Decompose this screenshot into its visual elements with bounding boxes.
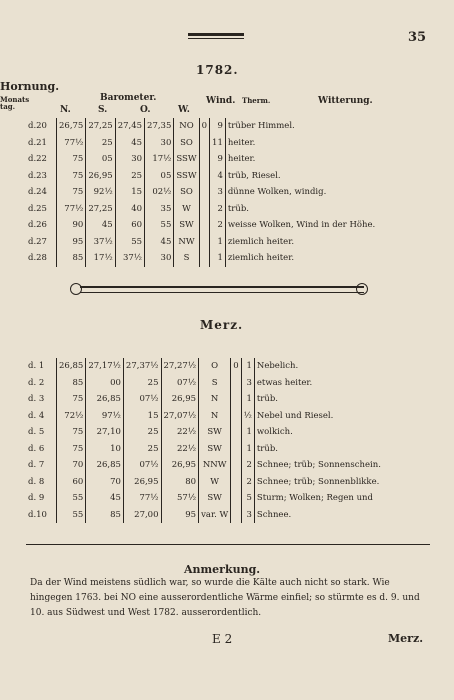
row-n: 90 xyxy=(57,217,86,234)
row-n: 55 xyxy=(57,507,86,524)
row-therm-sign xyxy=(231,441,241,458)
row-therm-sign xyxy=(199,135,209,152)
row-o: 60 xyxy=(115,217,144,234)
row-n: 75 xyxy=(57,168,86,185)
row-s: 17½ xyxy=(86,250,115,267)
row-weather: Schnee. xyxy=(254,507,383,524)
row-therm: 3 xyxy=(241,375,254,392)
row-therm: 1 xyxy=(241,358,254,375)
row-day: d. 4 xyxy=(28,410,45,421)
row-s: 26,95 xyxy=(86,168,115,185)
row-w: 30 xyxy=(145,250,174,267)
row-o: 25 xyxy=(123,424,161,441)
row-weather: heiter. xyxy=(225,135,377,152)
row-s: 27,17½ xyxy=(86,358,124,375)
header-witterung: Witterung. xyxy=(318,96,373,106)
row-n: 55 xyxy=(57,490,86,507)
table-row xyxy=(26,168,377,185)
row-weather: trüb, Riesel. xyxy=(225,168,377,185)
row-weather: ziemlich heiter. xyxy=(225,250,377,267)
row-n: 26,75 xyxy=(57,118,86,135)
row-day: d. 7 xyxy=(28,460,45,471)
row-therm: 1 xyxy=(210,234,226,251)
table-row xyxy=(26,184,377,201)
table-row xyxy=(26,424,383,441)
row-s: 05 xyxy=(86,151,115,168)
row-weather: etwas heiter. xyxy=(254,375,383,392)
row-wind: S xyxy=(174,250,199,267)
row-wind: W xyxy=(199,474,231,491)
row-s: 26,85 xyxy=(86,457,124,474)
row-day: d.27 xyxy=(28,236,47,247)
row-wind: NNW xyxy=(199,457,231,474)
row-o: 15 xyxy=(123,408,161,425)
table-row xyxy=(26,507,383,524)
header-n: N. xyxy=(60,105,71,115)
table-row xyxy=(26,490,383,507)
row-therm: 2 xyxy=(241,474,254,491)
anmerkung-title: Anmerkung. xyxy=(184,563,261,576)
hornung-table xyxy=(26,118,377,267)
row-therm-sign xyxy=(199,201,209,218)
row-o: 30 xyxy=(115,151,144,168)
row-s: 00 xyxy=(86,375,124,392)
row-w: 07½ xyxy=(161,375,199,392)
row-day: d.24 xyxy=(28,187,47,198)
row-therm-sign xyxy=(231,408,241,425)
top-rule-thin xyxy=(188,38,244,39)
row-therm-sign xyxy=(199,234,209,251)
row-s: 92½ xyxy=(86,184,115,201)
row-wind: SSW xyxy=(174,151,199,168)
row-therm: 1 xyxy=(241,441,254,458)
row-w: 02½ xyxy=(145,184,174,201)
row-o: 07½ xyxy=(123,391,161,408)
row-wind: SW xyxy=(199,424,231,441)
row-weather: Nebelich. xyxy=(254,358,383,375)
row-o: 07½ xyxy=(123,457,161,474)
row-therm: 2 xyxy=(241,457,254,474)
row-n: 85 xyxy=(57,250,86,267)
row-day: d.25 xyxy=(28,203,47,214)
row-wind: SW xyxy=(174,217,199,234)
ornament-end-left xyxy=(70,283,82,295)
row-s: 26,85 xyxy=(86,391,124,408)
row-day: d.10 xyxy=(28,509,47,520)
row-wind: N xyxy=(199,408,231,425)
row-day: d.23 xyxy=(28,170,47,181)
row-day: d.26 xyxy=(28,220,47,231)
row-therm-sign xyxy=(231,375,241,392)
row-w: 22½ xyxy=(161,441,199,458)
row-o: 55 xyxy=(115,234,144,251)
year-heading: 1782. xyxy=(196,63,239,77)
top-rule xyxy=(188,33,244,36)
row-n: 77½ xyxy=(57,201,86,218)
row-s: 45 xyxy=(86,490,124,507)
row-day: d. 9 xyxy=(28,493,45,504)
merz-title: Merz. xyxy=(200,318,244,332)
row-weather: trüb. xyxy=(254,391,383,408)
row-weather: heiter. xyxy=(225,151,377,168)
row-wind: W xyxy=(174,201,199,218)
table-row xyxy=(26,217,377,234)
row-therm-sign xyxy=(231,490,241,507)
row-w: 22½ xyxy=(161,424,199,441)
row-day: d.20 xyxy=(28,121,47,132)
header-therm: Therm. xyxy=(242,96,271,105)
row-therm-sign xyxy=(231,424,241,441)
row-day: d. 2 xyxy=(28,377,45,388)
row-weather: weisse Wolken, Wind in der Höhe. xyxy=(225,217,377,234)
row-therm: 2 xyxy=(210,201,226,218)
row-s: 37½ xyxy=(86,234,115,251)
row-n: 60 xyxy=(57,474,86,491)
row-day: d. 5 xyxy=(28,427,45,438)
row-s: 97½ xyxy=(86,408,124,425)
row-weather: Nebel und Riesel. xyxy=(254,408,383,425)
row-o: 15 xyxy=(115,184,144,201)
row-o: 40 xyxy=(115,201,144,218)
header-o: O. xyxy=(140,105,151,115)
row-wind: var. W xyxy=(199,507,231,524)
row-therm-sign xyxy=(231,457,241,474)
row-therm-sign xyxy=(199,217,209,234)
table-row xyxy=(26,441,383,458)
row-wind: SO xyxy=(174,184,199,201)
row-therm: 11 xyxy=(210,135,226,152)
row-therm-sign xyxy=(199,151,209,168)
row-therm: 3 xyxy=(210,184,226,201)
table-row xyxy=(26,201,377,218)
row-s: 10 xyxy=(86,441,124,458)
row-w: 45 xyxy=(145,234,174,251)
row-day: d.21 xyxy=(28,137,47,148)
row-therm-sign: 0 xyxy=(231,358,241,375)
row-n: 95 xyxy=(57,234,86,251)
table-row xyxy=(26,234,377,251)
row-weather: wolkich. xyxy=(254,424,383,441)
ornament-end-right xyxy=(356,283,368,295)
row-n: 75 xyxy=(57,151,86,168)
row-n: 70 xyxy=(57,457,86,474)
row-w: 95 xyxy=(161,507,199,524)
row-n: 75 xyxy=(57,441,86,458)
row-wind: NO xyxy=(174,118,199,135)
ornamental-divider-thin xyxy=(80,292,364,293)
row-weather: trüb. xyxy=(254,441,383,458)
row-o: 27,45 xyxy=(115,118,144,135)
row-therm: 9 xyxy=(210,151,226,168)
row-wind: O xyxy=(199,358,231,375)
row-therm-sign xyxy=(199,184,209,201)
row-w: 05 xyxy=(145,168,174,185)
row-day: d. 1 xyxy=(28,361,45,372)
row-weather: Schnee; trüb; Sonnenblikke. xyxy=(254,474,383,491)
row-s: 25 xyxy=(86,135,115,152)
row-w: 26,95 xyxy=(161,457,199,474)
table-row xyxy=(26,457,383,474)
row-therm: 1 xyxy=(241,391,254,408)
row-wind: N xyxy=(199,391,231,408)
table-row xyxy=(26,135,377,152)
row-w: 27,27½ xyxy=(161,358,199,375)
row-day: d.28 xyxy=(28,253,47,264)
header-barometer: Barometer. xyxy=(100,93,157,103)
page-number: 35 xyxy=(408,30,427,45)
row-w: 55 xyxy=(145,217,174,234)
catchword: Merz. xyxy=(388,632,424,645)
row-wind: SO xyxy=(174,135,199,152)
row-s: 27,25 xyxy=(86,118,115,135)
row-w: 30 xyxy=(145,135,174,152)
row-o: 77½ xyxy=(123,490,161,507)
row-therm-sign xyxy=(231,474,241,491)
row-therm-sign: 0 xyxy=(199,118,209,135)
header-w: W. xyxy=(178,105,190,115)
row-o: 25 xyxy=(123,375,161,392)
ornamental-divider xyxy=(80,286,364,288)
section-rule xyxy=(26,544,430,545)
row-n: 75 xyxy=(57,391,86,408)
row-weather: trüber Himmel. xyxy=(225,118,377,135)
row-weather: ziemlich heiter. xyxy=(225,234,377,251)
row-therm-sign xyxy=(231,507,241,524)
row-therm: 3 xyxy=(241,507,254,524)
header-s: S. xyxy=(98,105,108,115)
row-o: 25 xyxy=(123,441,161,458)
table-row xyxy=(26,474,383,491)
row-s: 27,25 xyxy=(86,201,115,218)
row-wind: SW xyxy=(199,441,231,458)
row-therm-sign xyxy=(199,250,209,267)
row-weather: Schnee; trüb; Sonnenschein. xyxy=(254,457,383,474)
row-therm: 2 xyxy=(210,217,226,234)
row-n: 26,85 xyxy=(57,358,86,375)
row-o: 37½ xyxy=(115,250,144,267)
row-s: 45 xyxy=(86,217,115,234)
row-weather: Sturm; Wolken; Regen und xyxy=(254,490,383,507)
row-weather: trüb. xyxy=(225,201,377,218)
row-w: 27,35 xyxy=(145,118,174,135)
table-row xyxy=(26,391,383,408)
row-s: 85 xyxy=(86,507,124,524)
row-n: 85 xyxy=(57,375,86,392)
row-therm-sign xyxy=(231,391,241,408)
row-w: 26,95 xyxy=(161,391,199,408)
row-day: d.22 xyxy=(28,154,47,165)
row-therm: 1 xyxy=(210,250,226,267)
row-wind: S xyxy=(199,375,231,392)
row-o: 27,00 xyxy=(123,507,161,524)
row-therm: 9 xyxy=(210,118,226,135)
row-o: 27,37½ xyxy=(123,358,161,375)
row-s: 70 xyxy=(86,474,124,491)
row-therm-sign xyxy=(199,168,209,185)
row-day: d. 3 xyxy=(28,394,45,405)
row-wind: NW xyxy=(174,234,199,251)
row-n: 72½ xyxy=(57,408,86,425)
signature-mark: E 2 xyxy=(212,632,233,646)
table-row xyxy=(26,375,383,392)
row-w: 27,07½ xyxy=(161,408,199,425)
row-w: 80 xyxy=(161,474,199,491)
row-therm: ½ xyxy=(241,408,254,425)
table-row xyxy=(26,118,377,135)
row-n: 75 xyxy=(57,424,86,441)
row-n: 75 xyxy=(57,184,86,201)
row-weather: dünne Wolken, windig. xyxy=(225,184,377,201)
row-o: 25 xyxy=(115,168,144,185)
merz-table xyxy=(26,358,383,523)
row-o: 45 xyxy=(115,135,144,152)
row-o: 26,95 xyxy=(123,474,161,491)
row-n: 77½ xyxy=(57,135,86,152)
row-w: 35 xyxy=(145,201,174,218)
row-therm: 4 xyxy=(210,168,226,185)
table-row xyxy=(26,358,383,375)
table-row xyxy=(26,250,377,267)
table-row xyxy=(26,151,377,168)
row-therm: 5 xyxy=(241,490,254,507)
row-wind: SW xyxy=(199,490,231,507)
row-s: 27,10 xyxy=(86,424,124,441)
row-day: d. 6 xyxy=(28,443,45,454)
row-w: 57½ xyxy=(161,490,199,507)
header-monatstag: Monats tag. xyxy=(0,95,30,111)
row-day: d. 8 xyxy=(28,476,45,487)
hornung-title: Hornung. xyxy=(0,80,60,93)
row-w: 17½ xyxy=(145,151,174,168)
table-row xyxy=(26,408,383,425)
anmerkung-text: Da der Wind meistens südlich war, so wurde die Kälte auch nicht so stark. Wie hingegen 1763. bei NO eine ausserordentliche Wärme einfiel; so stürmte es d. 9. und 10. aus Südwest und West 1782. ausserordentlich. xyxy=(30,578,420,618)
header-wind: Wind. xyxy=(206,96,236,106)
row-wind: SSW xyxy=(174,168,199,185)
row-therm: 1 xyxy=(241,424,254,441)
